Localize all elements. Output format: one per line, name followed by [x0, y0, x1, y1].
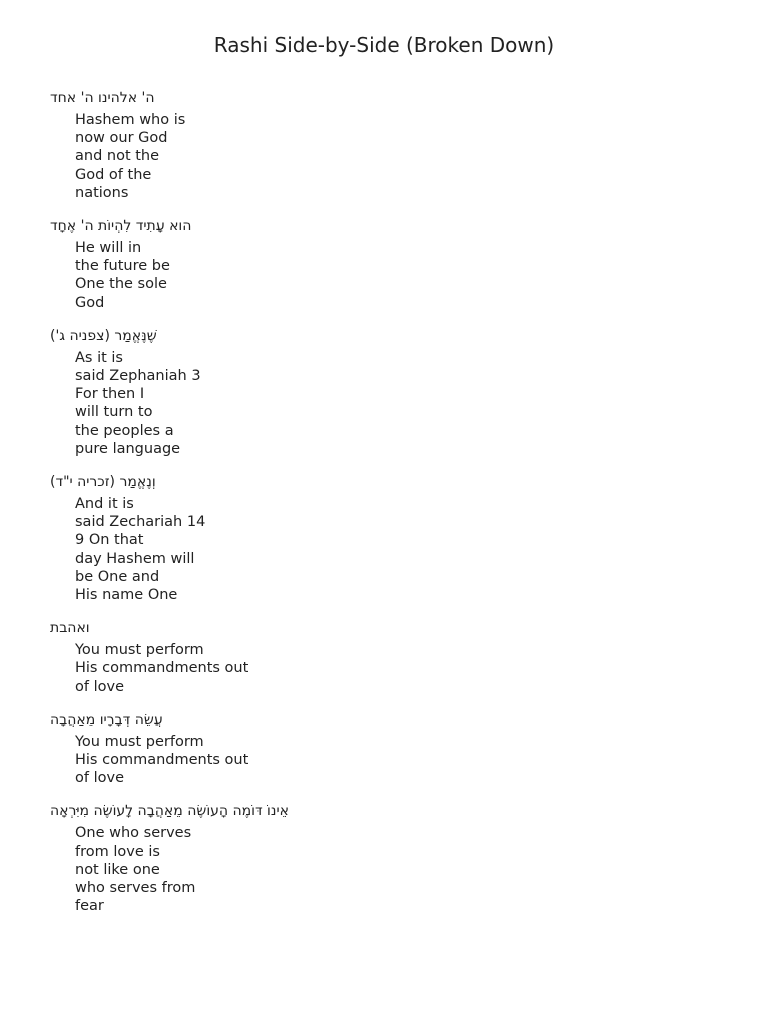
translation-line: said Zephaniah 3 — [75, 368, 201, 385]
hebrew-phrase: ה' אלהינו ה' אחד — [50, 90, 155, 106]
translation-line: the peoples a — [75, 422, 174, 439]
translation-line: pure language — [75, 440, 181, 457]
english-translation — [75, 495, 730, 604]
translation-line: said Zechariah 14 — [75, 514, 206, 531]
hebrew-phrase: שֶׁנֶּאֱמַר (צפניה ג') — [50, 327, 157, 344]
entry-5 — [50, 618, 730, 696]
translation-line: will turn to — [75, 404, 153, 421]
translation-line: As it is — [75, 349, 123, 366]
entry-1 — [50, 88, 730, 202]
translation-line: His commandments out — [75, 752, 249, 769]
english-translation — [75, 239, 730, 312]
entry-3 — [50, 326, 730, 458]
translation-line: of love — [75, 678, 124, 695]
translation-line: His name One — [75, 587, 178, 604]
translation-line: not like one — [75, 861, 160, 878]
english-translation — [75, 349, 730, 458]
translation-line: Hashem who is — [75, 112, 186, 128]
translation-line: 9 On that — [75, 532, 144, 549]
translation-line: and not the — [75, 148, 160, 165]
translation-line: who serves from — [75, 880, 196, 897]
translation-line: be One and — [75, 568, 160, 585]
hebrew-phrase: עֲשֵׂה דְּבָרָיו מֵאַהֲבָה — [50, 711, 163, 728]
translation-line: now our God — [75, 130, 168, 147]
translation-line: You must perform — [75, 642, 204, 659]
english-translation — [75, 824, 730, 915]
translation-line: from love is — [75, 843, 160, 860]
translation-line: For then I — [75, 386, 145, 403]
translation-line: day Hashem will — [75, 550, 195, 567]
translation-line: You must perform — [75, 733, 204, 750]
english-translation — [75, 733, 730, 788]
translation-line: His commandments out — [75, 660, 249, 677]
rashi-entries — [50, 88, 730, 930]
translation-line: One the sole — [75, 276, 167, 293]
translation-line: nations — [75, 184, 129, 201]
hebrew-phrase: ואהבת — [50, 620, 90, 637]
english-translation — [75, 111, 730, 202]
translation-line: the future be — [75, 258, 170, 275]
hebrew-phrase: וְנֶאֱמַר (זכריה י"ד) — [50, 474, 156, 491]
translation-line: And it is — [75, 496, 134, 513]
entry-7 — [50, 801, 730, 915]
translation-line: God of the — [75, 166, 152, 183]
entry-6 — [50, 710, 730, 788]
hebrew-phrase: הוא עָתִיד לִהְיוֹת ה' אֶחָד — [50, 218, 192, 235]
translation-line: God — [75, 294, 105, 311]
page-title: Rashi Side-by-Side (Broken Down) — [213, 33, 555, 57]
entry-2 — [50, 216, 730, 312]
translation-line: of love — [75, 770, 124, 787]
translation-line: One who serves — [75, 825, 192, 842]
english-translation — [75, 641, 730, 696]
entry-4 — [50, 472, 730, 604]
translation-line: fear — [75, 898, 104, 915]
translation-line: He will in — [75, 240, 142, 257]
hebrew-phrase: אֵינוֹ דּוֹמֶה הָעוֹשֶׂה מֵאַהֲבָה לָעוֹשֶׂה מִיִּרְאָה — [50, 803, 289, 820]
